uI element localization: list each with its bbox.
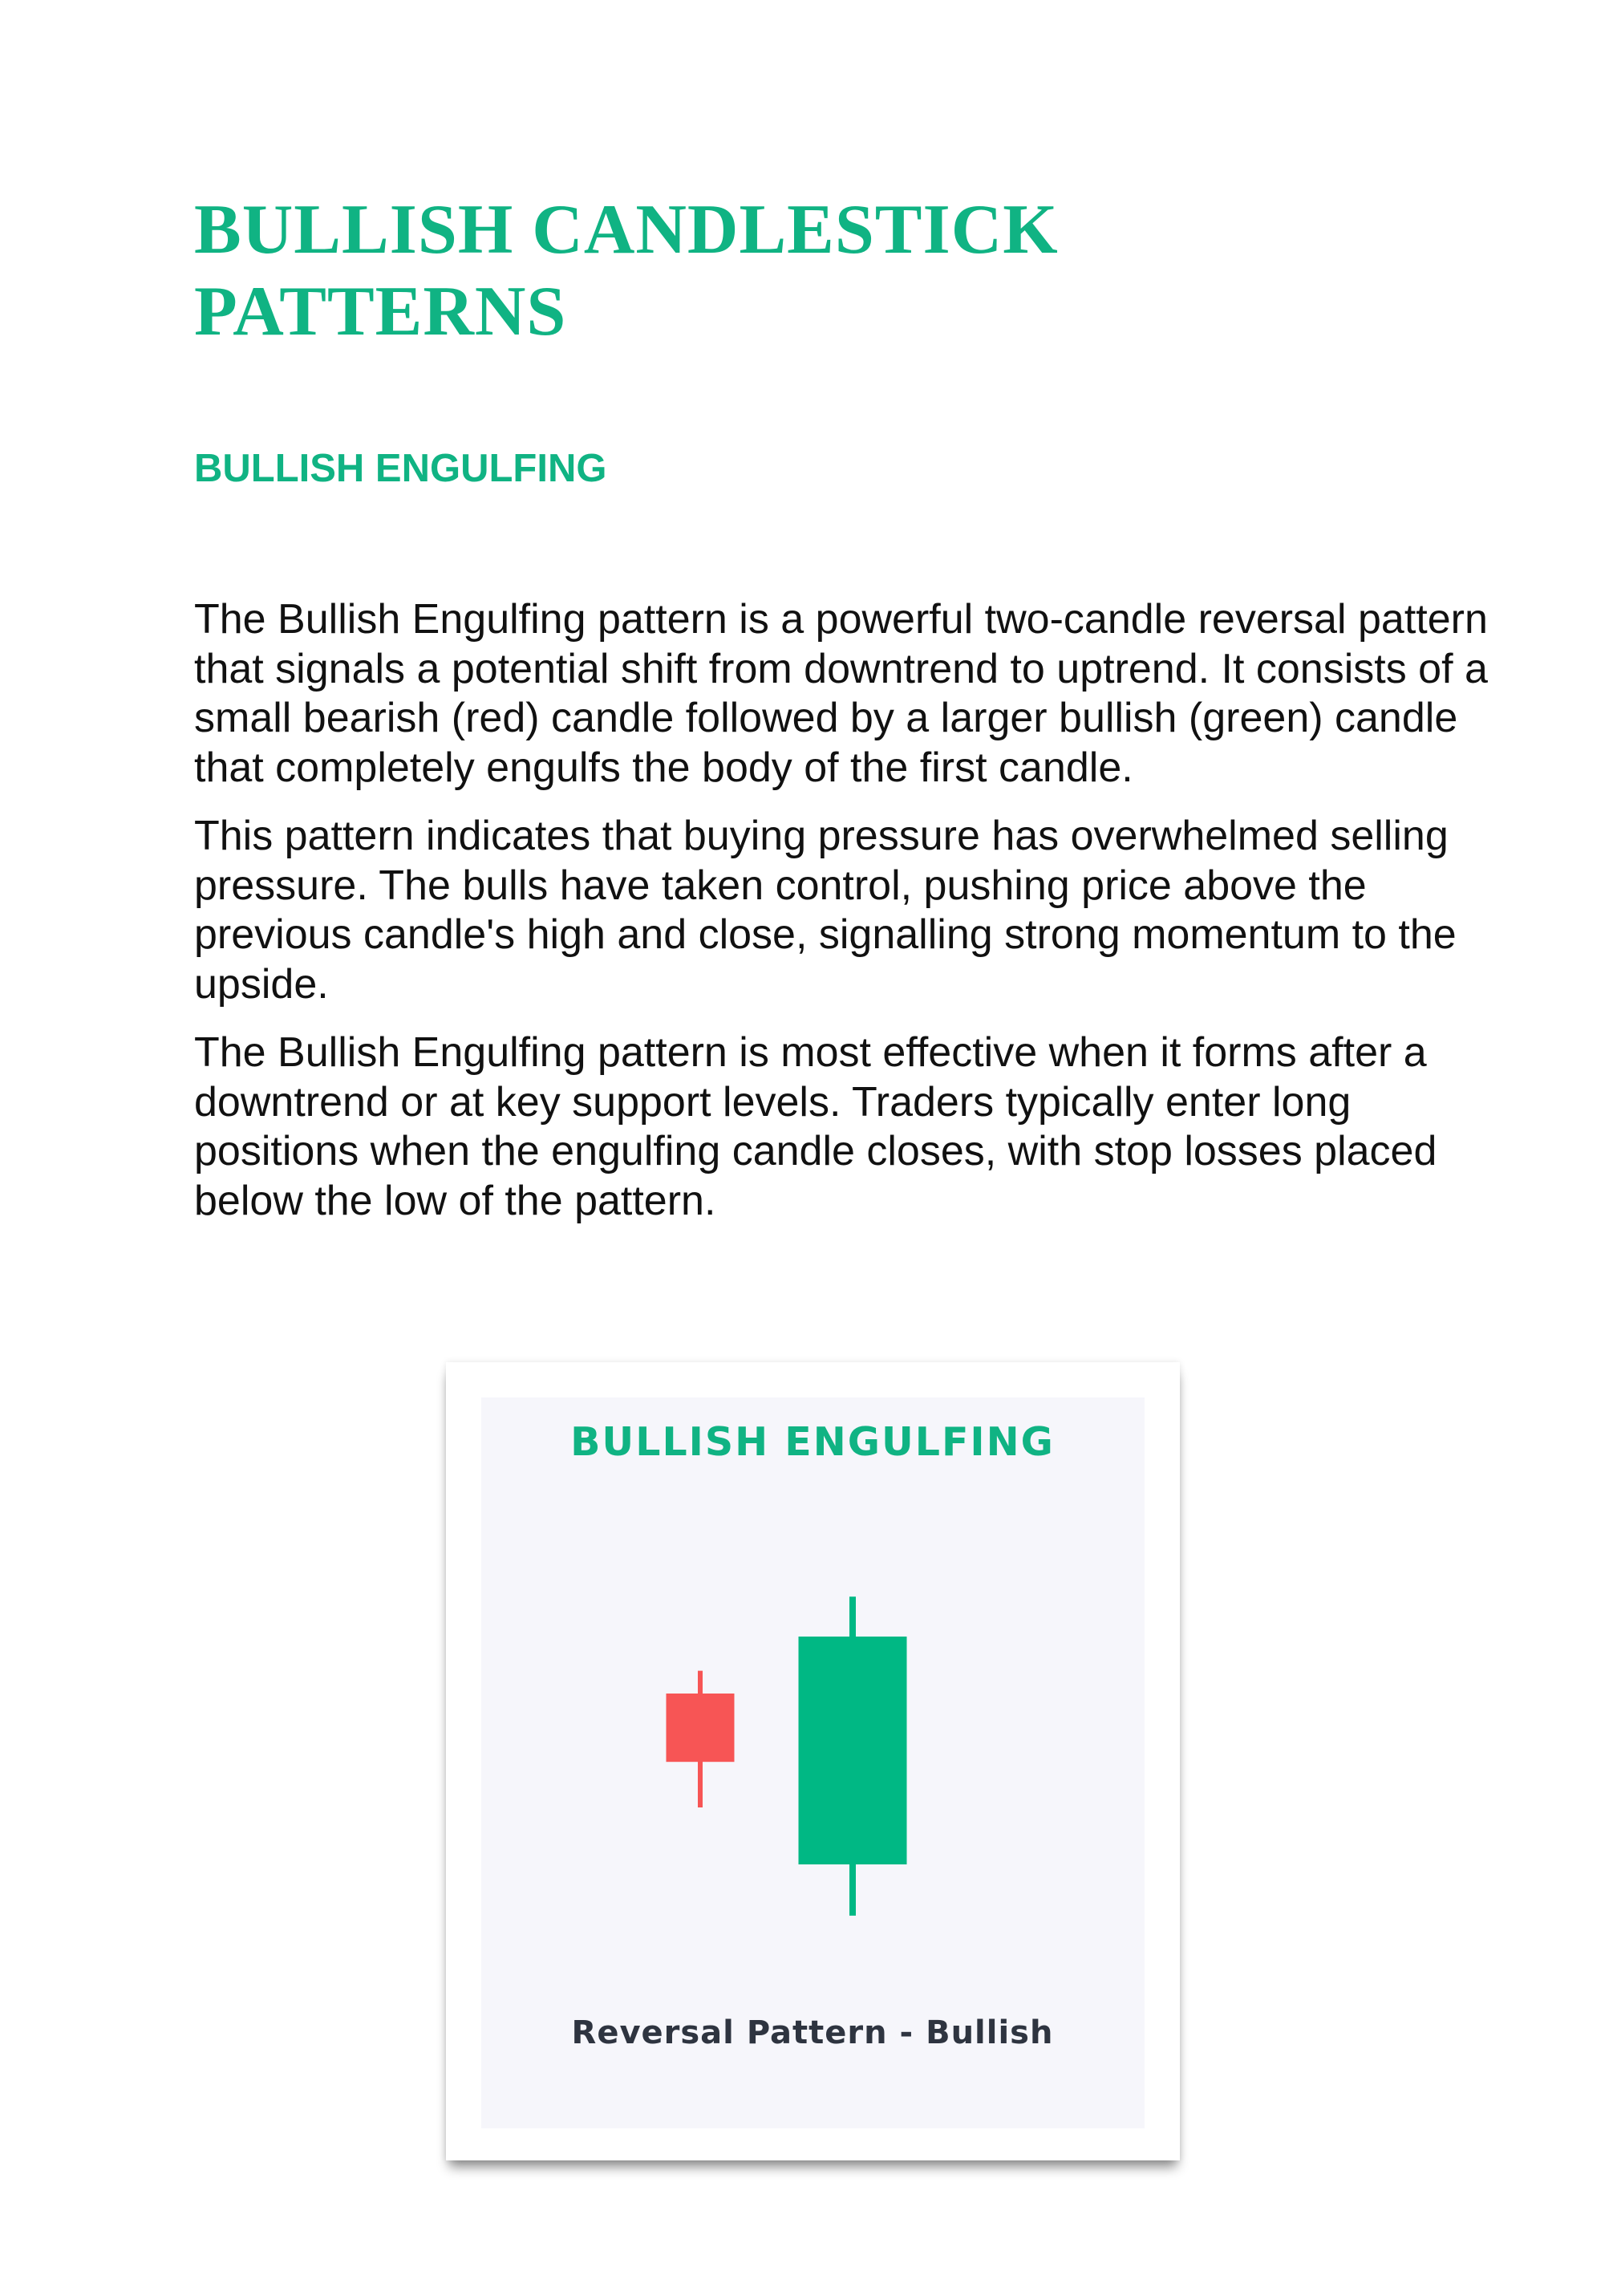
- figure-caption: Reversal Pattern - Bullish: [571, 2014, 1054, 2051]
- candles-group: [667, 1596, 907, 1916]
- candlestick-chart: [481, 1397, 1145, 2128]
- section-heading: BULLISH ENGULFING: [194, 447, 607, 490]
- page-title: BULLISH CANDLESTICK PATTERNS: [194, 191, 1059, 351]
- candle-bearish-body: [667, 1694, 735, 1762]
- paragraph-usage: The Bullish Engulfing pattern is most effective when it forms after a downtrend or at key support levels. Traders typically enter long positions when the engulfing candle closes, with stop losses placed below the low of the pattern.: [194, 1029, 1437, 1224]
- candle-bullish-body: [799, 1637, 907, 1864]
- figure-title: BULLISH ENGULFING: [570, 1419, 1055, 1465]
- paragraph-intro: The Bullish Engulfing pattern is a powerful two-candle reversal pattern that signals a potential shift from downtrend to uptrend. It consists of a small bearish (red) candle followed by a larger bullish (green) candle that completely engulfs the body of the first candle.: [194, 596, 1488, 791]
- body-text: [194, 595, 1510, 1245]
- pattern-illustration-card: [446, 1362, 1180, 2160]
- paragraph-meaning: This pattern indicates that buying pressure has overwhelmed selling pressure. The bulls have taken control, pushing price above the previous candle's high and close, signalling strong momentum to the upside.: [194, 813, 1457, 1008]
- pattern-illustration: [481, 1397, 1145, 2128]
